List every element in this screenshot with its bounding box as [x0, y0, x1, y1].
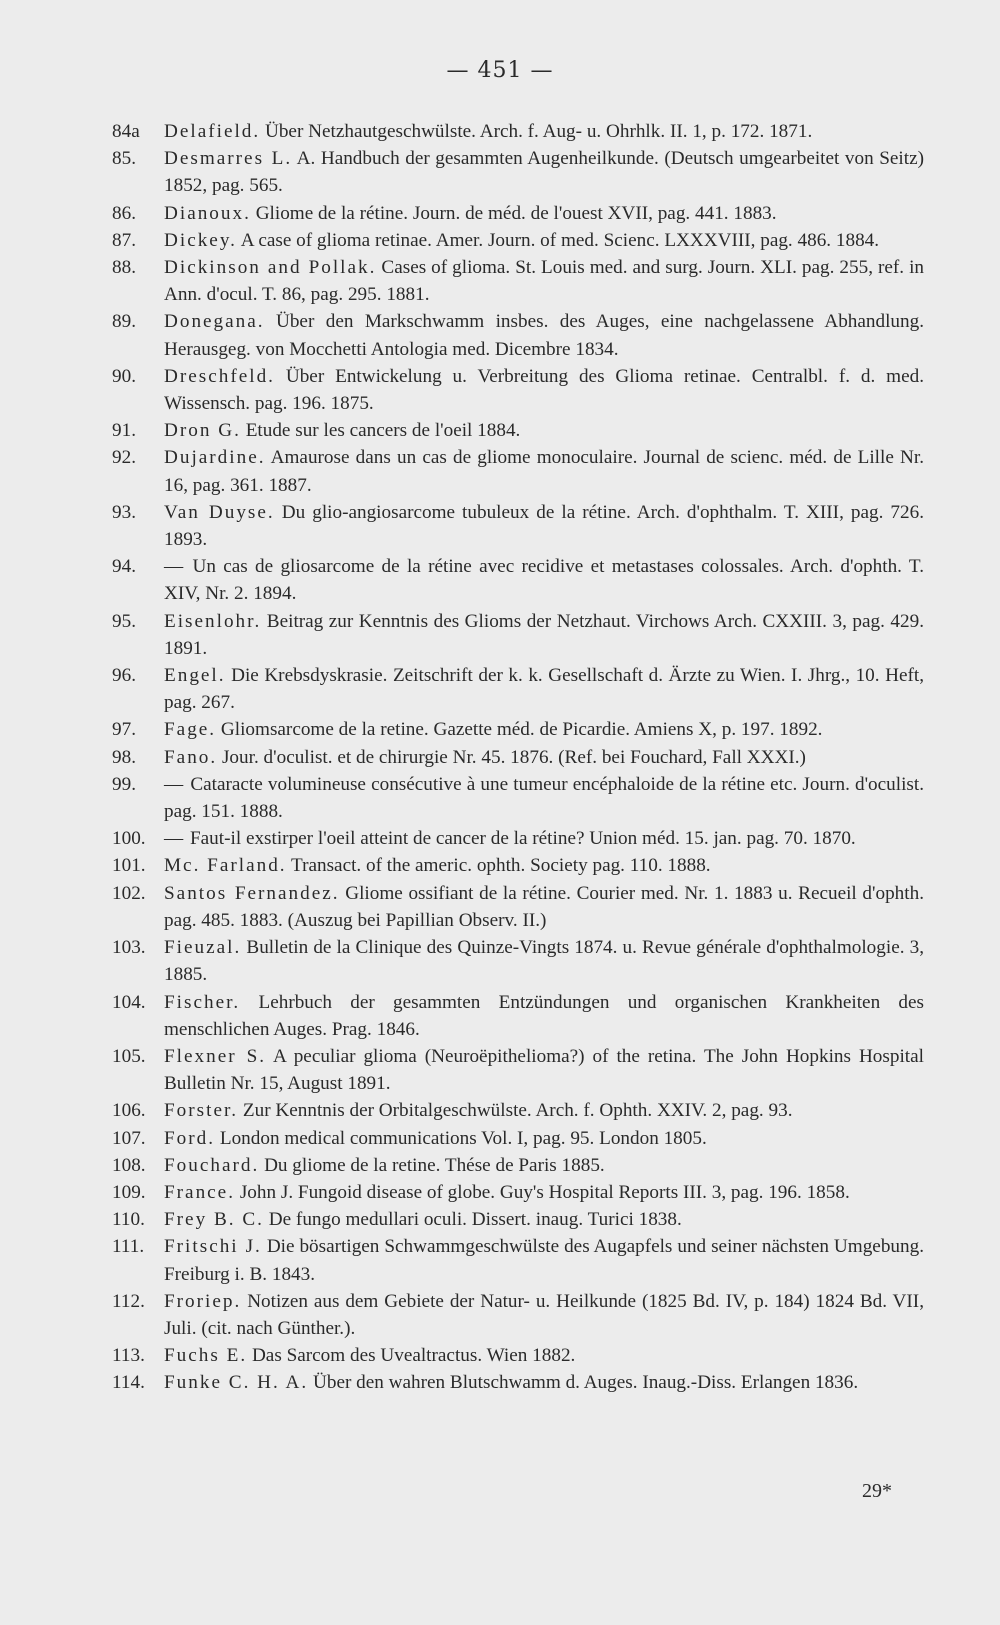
reference-citation: Amaurose dans un cas de gliome monoculaire. Journal de scienc. méd. de Lille Nr. 16, pag. 361. 1887. [164, 447, 924, 496]
reference-citation: Das Sarcom des Uvealtractus. Wien 1882. [251, 1345, 576, 1367]
reference-author: Dickinson and Pollak. [164, 257, 377, 279]
reference-citation: Cases of glioma. St. Louis med. and surg. Journ. XLI. pag. 255, ref. in Ann. d'ocul. T. 86, pag. 295. 1881. [164, 257, 924, 306]
reference-citation: A. Handbuch der gesammten Augenheilkunde. (Deutsch umgearbeitet von Seitz) 1852, pag. 565. [164, 148, 924, 197]
reference-entry [112, 1288, 924, 1342]
reference-entry [112, 771, 924, 825]
reference-author: Santos Fernandez. [164, 882, 340, 904]
reference-entry [112, 989, 924, 1043]
reference-citation: Über Netzhautgeschwülste. Arch. f. Aug- u. Ohrhlk. II. 1, p. 172. 1871. [264, 121, 813, 142]
reference-citation: Über Entwickelung u. Verbreitung des Glioma retinae. Centralbl. f. d. med. Wissensch. pag. 196. 1875. [164, 365, 924, 415]
reference-list [112, 118, 924, 1397]
reference-number: 90. [112, 365, 136, 387]
reference-entry [112, 716, 924, 743]
reference-entry [112, 825, 924, 852]
reference-entry [112, 1206, 924, 1233]
reference-text [164, 118, 924, 145]
reference-text [164, 1369, 924, 1396]
reference-number: 92. [112, 447, 136, 469]
reference-entry [112, 1342, 924, 1369]
signature-mark: 29* [862, 1480, 892, 1502]
reference-author: Fuchs E. [164, 1345, 248, 1367]
reference-number: 87. [112, 229, 136, 251]
reference-author: Fage. [164, 719, 217, 741]
reference-number: 86. [112, 202, 136, 224]
reference-entry [112, 1179, 924, 1206]
reference-author: Fritschi J. [164, 1236, 262, 1258]
reference-citation: Lehrbuch der gesammten Entzündungen und organischen Krankheiten des menschlichen Auges. Prag. 1846. [164, 991, 924, 1040]
reference-author: Frey B. C. [164, 1209, 264, 1231]
reference-author: — [164, 828, 186, 850]
reference-number: 110. [112, 1209, 145, 1231]
reference-citation: Bulletin de la Clinique des Quinze-Vingts 1874. u. Revue générale d'ophthalmologie. 3, 1885. [164, 937, 925, 986]
reference-entry [112, 662, 924, 716]
reference-entry [112, 363, 924, 417]
reference-number: 112. [112, 1290, 145, 1312]
reference-text [164, 1152, 924, 1179]
reference-number: 99. [112, 773, 136, 795]
reference-text [164, 825, 924, 852]
reference-number: 108. [112, 1154, 146, 1176]
reference-author: Engel. [164, 665, 226, 687]
reference-number: 89. [112, 311, 136, 333]
reference-number: 84a [112, 121, 140, 142]
reference-entry [112, 744, 924, 771]
reference-entry [112, 553, 924, 607]
reference-citation: Faut-il exstirper l'oeil atteint de cancer de la rétine? Union méd. 15. jan. pag. 70. 1870. [189, 828, 856, 850]
reference-author: Ford. [164, 1127, 216, 1149]
reference-number: 102. [112, 882, 146, 904]
reference-text [164, 1233, 924, 1287]
reference-author: Fouchard. [164, 1154, 260, 1176]
reference-number: 95. [112, 610, 136, 632]
reference-author: Flexner S. [164, 1045, 267, 1067]
reference-citation: Die bösartigen Schwammgeschwülste des Augapfels und seiner nächsten Umgebung. Freiburg i. B. 1843. [164, 1236, 924, 1285]
reference-text [164, 254, 924, 308]
reference-author: Forster. [164, 1100, 239, 1122]
reference-number: 113. [112, 1345, 145, 1367]
reference-citation: Du glio-angiosarcome tubuleux de la rétine. Arch. d'ophthalm. T. XIII, pag. 726. 1893. [164, 501, 925, 551]
reference-author: Dreschfeld. [164, 365, 275, 387]
reference-citation: Die Krebsdyskrasie. Zeitschrift der k. k. Gesellschaft d. Ärzte zu Wien. I. Jhrg., 10. Heft, pag. 267. [164, 665, 924, 714]
reference-author: Fano. [164, 746, 218, 768]
reference-citation: Cataracte volumineuse consécutive à une tumeur encéphaloide de la rétine etc. Journ. d'oculist. pag. 151. 1888. [164, 773, 925, 823]
reference-author: Fischer. [164, 991, 241, 1013]
reference-citation: John J. Fungoid disease of globe. Guy's Hospital Reports III. 3, pag. 196. 1858. [239, 1181, 850, 1203]
reference-author: Funke C. H. A. [164, 1372, 309, 1394]
reference-number: 94. [112, 556, 136, 578]
reference-author: France. [164, 1181, 236, 1203]
reference-number: 93. [112, 501, 136, 523]
reference-text [164, 553, 924, 607]
reference-author: Delafield. [164, 121, 261, 142]
reference-number: 114. [112, 1372, 145, 1394]
reference-text [164, 499, 924, 553]
reference-text [164, 1206, 924, 1233]
reference-text [164, 852, 924, 879]
reference-entry [112, 1097, 924, 1124]
reference-entry [112, 145, 924, 199]
reference-text [164, 363, 924, 417]
reference-citation: A case of glioma retinae. Amer. Journ. of med. Scienc. LXXXVIII, pag. 486. 1884. [240, 229, 880, 251]
reference-text [164, 200, 924, 227]
reference-entry [112, 608, 924, 662]
reference-entry [112, 227, 924, 254]
reference-text [164, 227, 924, 254]
reference-number: 101. [112, 855, 146, 877]
reference-text [164, 1097, 924, 1124]
reference-author: Donegana. [164, 311, 265, 333]
reference-text [164, 145, 924, 199]
reference-number: 88. [112, 257, 136, 279]
reference-number: 103. [112, 937, 146, 959]
reference-citation: Transact. of the americ. ophth. Society pag. 110. 1888. [291, 855, 711, 877]
reference-text [164, 417, 924, 444]
reference-text [164, 1125, 924, 1152]
reference-citation: Über den Markschwamm insbes. des Auges, eine nachgelassene Abhandlung. Herausgeg. von Mocchetti Antologia med. Dicembre 1834. [164, 311, 924, 360]
reference-number: 85. [112, 148, 136, 170]
page-number: — 451 — [446, 58, 554, 83]
reference-citation: Etude sur les cancers de l'oeil 1884. [245, 420, 521, 442]
reference-number: 98. [112, 746, 136, 768]
reference-text [164, 1342, 924, 1369]
reference-text [164, 1288, 924, 1342]
reference-entry [112, 118, 924, 145]
reference-entry [112, 1043, 924, 1097]
reference-citation: London medical communications Vol. I, pag. 95. London 1805. [219, 1127, 707, 1149]
reference-entry [112, 934, 924, 988]
reference-citation: Gliomsarcome de la retine. Gazette méd. de Picardie. Amiens X, p. 197. 1892. [220, 719, 823, 741]
reference-number: 96. [112, 665, 136, 687]
reference-number: 104. [112, 991, 146, 1013]
reference-citation: Du gliome de la retine. Thése de Paris 1885. [264, 1154, 605, 1176]
reference-text [164, 880, 924, 934]
reference-citation: Un cas de gliosarcome de la rétine avec recidive et metastases colossales. Arch. d'ophth. T. XIV, Nr. 2. 1894. [164, 556, 925, 605]
reference-text [164, 308, 924, 362]
reference-author: Dujardine. [164, 447, 266, 469]
reference-citation: Notizen aus dem Gebiete der Natur- u. Heilkunde (1825 Bd. IV, p. 184) 1824 Bd. VII, Juli. (cit. nach Günther.). [164, 1290, 924, 1339]
reference-text [164, 771, 924, 825]
reference-author: — [164, 556, 186, 578]
reference-entry [112, 254, 924, 308]
reference-text [164, 1179, 924, 1206]
reference-citation: Über den wahren Blutschwamm d. Auges. Inaug.-Diss. Erlangen 1836. [313, 1372, 859, 1394]
reference-number: 106. [112, 1100, 146, 1122]
reference-number: 111. [112, 1236, 145, 1258]
reference-number: 107. [112, 1127, 146, 1149]
reference-citation: Beitrag zur Kenntnis des Glioms der Netzhaut. Virchows Arch. CXXIII. 3, pag. 429. 1891. [164, 610, 924, 659]
reference-author: Dianoux. [164, 202, 251, 224]
reference-entry [112, 308, 924, 362]
reference-author: Eisenlohr. [164, 610, 262, 632]
reference-entry [112, 444, 924, 498]
reference-author: Fieuzal. [164, 937, 242, 959]
reference-entry [112, 200, 924, 227]
reference-number: 109. [112, 1181, 146, 1203]
reference-author: — [164, 773, 186, 795]
reference-text [164, 608, 924, 662]
reference-entry [112, 417, 924, 444]
reference-number: 91. [112, 420, 136, 442]
reference-entry [112, 1233, 924, 1287]
reference-author: Mc. Farland. [164, 855, 287, 877]
reference-entry [112, 852, 924, 879]
reference-text [164, 716, 924, 743]
reference-entry [112, 1152, 924, 1179]
reference-citation: Gliome ossifiant de la rétine. Courier med. Nr. 1. 1883 u. Recueil d'ophth. pag. 485. 1883. (Auszug bei Papillian Observ. II.) [164, 882, 924, 931]
reference-text [164, 744, 924, 771]
reference-entry [112, 1369, 924, 1396]
reference-text [164, 662, 924, 716]
reference-entry [112, 1125, 924, 1152]
reference-citation: A peculiar glioma (Neuroëpithelioma?) of the retina. The John Hopkins Hospital Bulletin Nr. 15, August 1891. [164, 1045, 924, 1095]
reference-number: 100. [112, 828, 146, 850]
reference-citation: Gliome de la rétine. Journ. de méd. de l'ouest XVII, pag. 441. 1883. [255, 202, 777, 224]
reference-author: Desmarres L. [164, 148, 293, 170]
reference-citation: De fungo medullari oculi. Dissert. inaug. Turici 1838. [268, 1209, 682, 1231]
reference-entry [112, 499, 924, 553]
reference-number: 97. [112, 719, 136, 741]
reference-text [164, 934, 924, 988]
reference-entry [112, 880, 924, 934]
reference-author: Dron G. [164, 420, 241, 442]
reference-number: 105. [112, 1045, 146, 1067]
reference-text [164, 1043, 924, 1097]
reference-text [164, 989, 924, 1043]
reference-author: Dickey. [164, 229, 237, 251]
reference-text [164, 444, 924, 498]
reference-author: Froriep. [164, 1290, 242, 1312]
reference-citation: Jour. d'oculist. et de chirurgie Nr. 45. 1876. (Ref. bei Fouchard, Fall XXXI.) [221, 746, 806, 768]
reference-author: Van Duyse. [164, 501, 275, 523]
reference-citation: Zur Kenntnis der Orbitalgeschwülste. Arch. f. Ophth. XXIV. 2, pag. 93. [242, 1100, 793, 1122]
